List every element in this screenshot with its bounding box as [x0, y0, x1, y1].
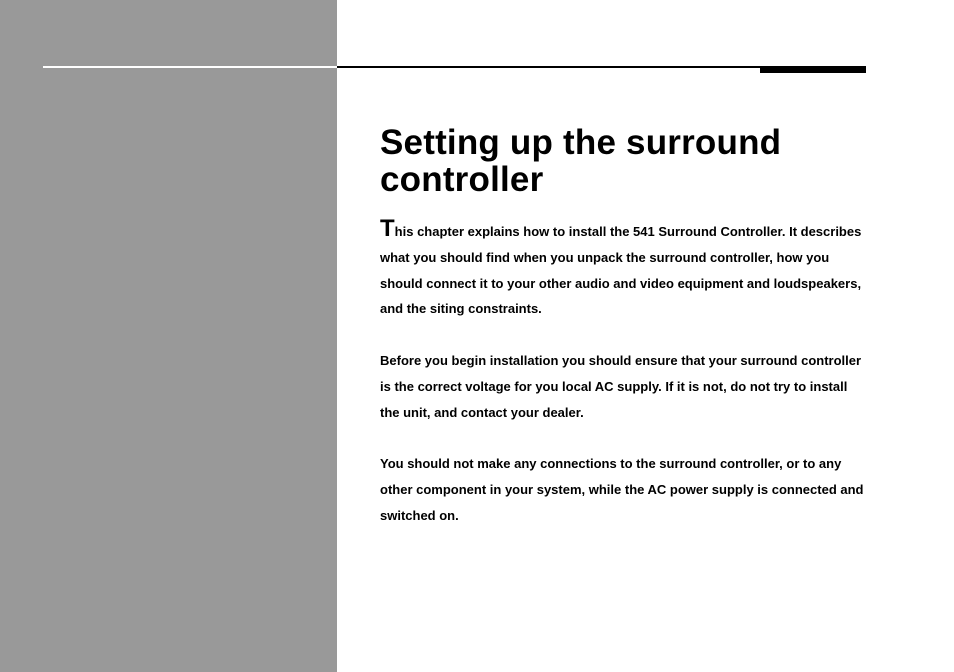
header-rule-left	[43, 66, 337, 68]
intro-paragraph	[380, 215, 870, 322]
side-panel	[0, 0, 337, 672]
page-title: Setting up the surround controller	[380, 123, 782, 199]
header-rule-block	[760, 66, 866, 73]
intro-text: his chapter explains how to install the 541 Surround Controller. It describes what you should find when you unpack the surround controller, how you should connect it to your other audio and video equipment and loudspeakers, and the siting constraints.	[380, 224, 862, 317]
page-content	[380, 124, 870, 529]
voltage-paragraph: Before you begin installation you should ensure that your surround controller is the correct voltage for you local AC supply. If it is not, do not try to install the unit, and contact your dealer.	[380, 352, 862, 420]
drop-cap: T	[380, 215, 395, 242]
header-rule	[337, 66, 760, 68]
power-warning-paragraph: You should not make any connections to the surround controller, or to any other component in your system, while the AC power supply is connected and switched on.	[380, 456, 864, 523]
